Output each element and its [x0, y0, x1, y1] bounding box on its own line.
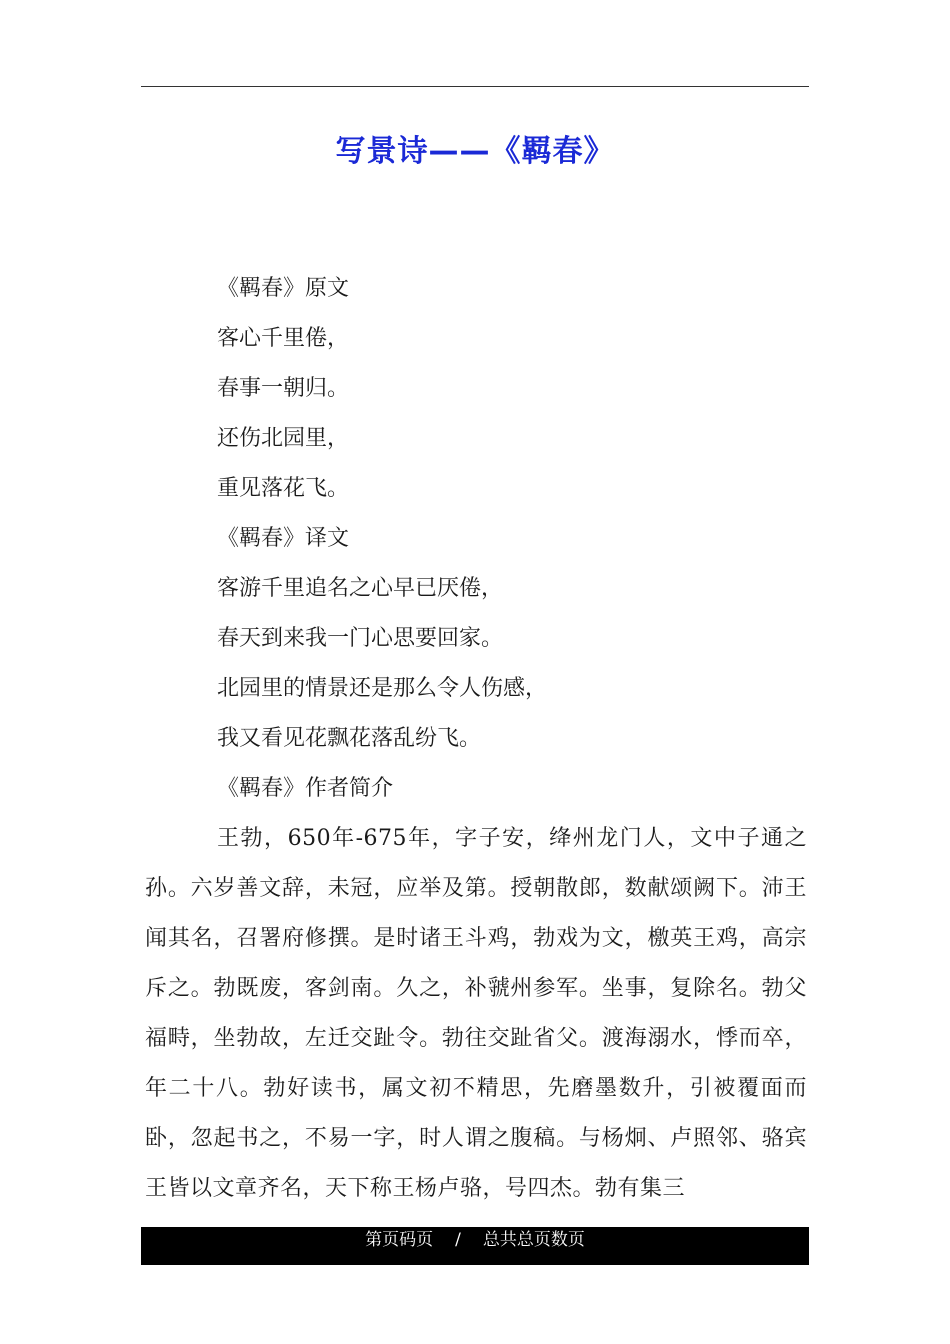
- poem-line-3: 还伤北园里，: [217, 426, 350, 451]
- translation-line-4: 我又看见花飘花落乱纷飞。: [217, 726, 482, 751]
- footer-page-label: 第页码页: [365, 1230, 434, 1250]
- document-title: 写景诗——《羁春》: [335, 134, 615, 169]
- document-body: [145, 264, 807, 1214]
- translation-line-3: 北园里的情景还是那么令人伤感，: [217, 676, 548, 701]
- footer-total-label: 总共总页数页: [482, 1230, 585, 1250]
- translation-line-1: 客游千里追名之心早已厌倦，: [217, 576, 504, 601]
- section-heading-translation: 《羁春》译文: [217, 526, 350, 551]
- header-rule: [141, 86, 809, 87]
- poem-line-1: 客心千里倦，: [217, 326, 350, 351]
- section-heading-author: 《羁春》作者简介: [217, 776, 394, 801]
- page-footer: [141, 1227, 809, 1265]
- author-bio-paragraph: 王勃，650年-675年，字子安，绛州龙门人，文中子通之孙。六岁善文辞，未冠，应举及第。授朝散郎，数献颂阙下。沛王闻其名，召署府修撰。是时诸王斗鸡，勃戏为文，檄英王鸡，高宗斥之。勃既废，客剑南。久之，补虢州参军。坐事，复除名。勃父福畤，坐勃故，左迁交趾令。勃往交趾省父。渡海溺水，悸而卒，年二十八。勃好读书，属文初不精思，先磨墨数升，引被覆面而卧，忽起书之，不易一字，时人谓之腹稿。与杨炯、卢照邻、骆宾王皆以文章齐名，天下称王杨卢骆，号四杰。勃有集三: [145, 826, 807, 1201]
- poem-line-2: 春事一朝归。: [217, 376, 350, 401]
- poem-line-4: 重见落花飞。: [217, 476, 350, 501]
- section-heading-original: 《羁春》原文: [217, 276, 350, 301]
- translation-line-2: 春天到来我一门心思要回家。: [217, 626, 504, 651]
- footer-separator: /: [455, 1230, 461, 1250]
